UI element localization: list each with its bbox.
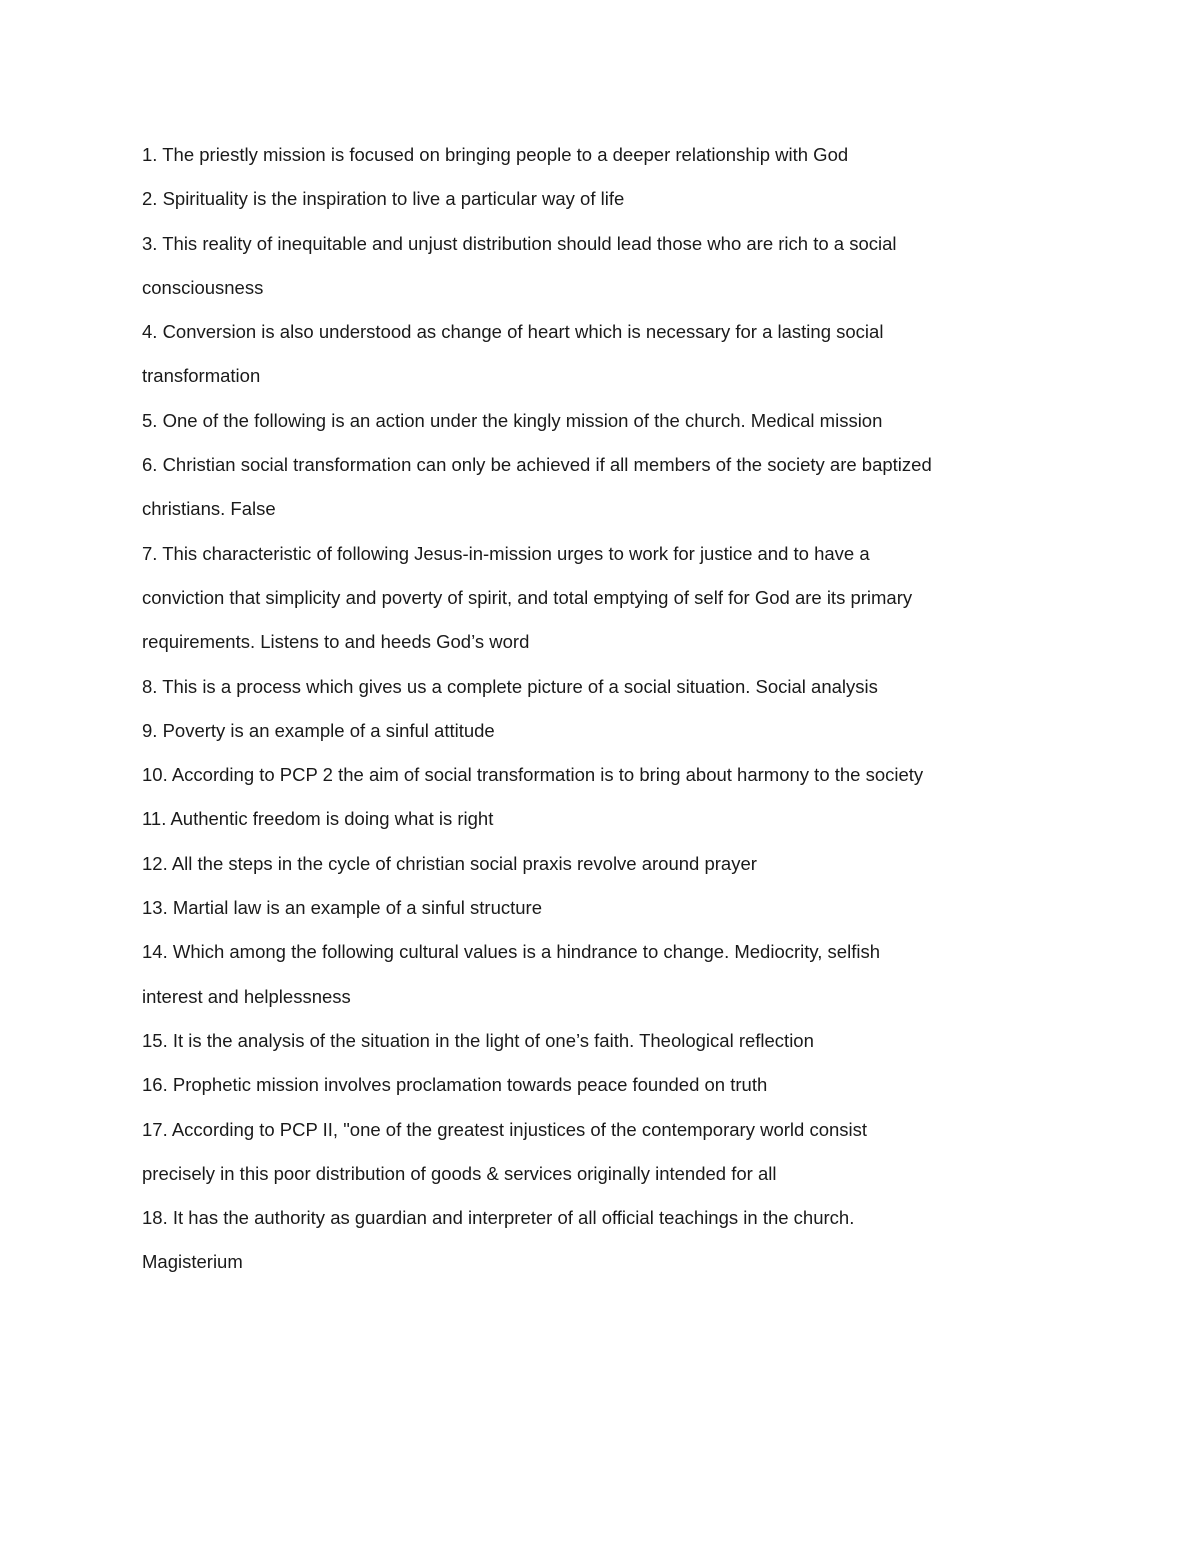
list-item: 5. One of the following is an action under the kingly mission of the church. Medical mission [142, 409, 883, 431]
list-item: 13. Martial law is an example of a sinful structure [142, 897, 542, 919]
list-item: 18. It has the authority as guardian and interpreter of all official teachings in the church. Magisterium [142, 1207, 855, 1273]
list-item: 1. The priestly mission is focused on bringing people to a deeper relationship with God [142, 144, 849, 165]
list-item: 16. Prophetic mission involves proclamation towards peace founded on truth [142, 1074, 768, 1096]
list-item: 11. Authentic freedom is doing what is right [142, 808, 494, 830]
list-item: 3. This reality of inequitable and unjust distribution should lead those who are rich to a social consciousness [142, 232, 897, 298]
list-item: 17. According to PCP II, "one of the greatest injustices of the contemporary world consist precisely in this poor distribution of goods & services originally intended for all [142, 1118, 868, 1184]
document-body [142, 133, 942, 1285]
list-item: 12. All the steps in the cycle of christian social praxis revolve around prayer [142, 852, 757, 874]
list-item: 8. This is a process which gives us a complete picture of a social situation. Social analysis [142, 675, 878, 697]
list-item: 10. According to PCP 2 the aim of social transformation is to bring about harmony to the society [142, 764, 924, 786]
list-item: 6. Christian social transformation can only be achieved if all members of the society are baptized christians. False [142, 454, 932, 520]
list-item: 7. This characteristic of following Jesus-in-mission urges to work for justice and to have a conviction that simplicity and poverty of spirit, and total emptying of self for God are its primary requirements. Listens to and heeds God’s word [142, 542, 913, 653]
list-item: 9. Poverty is an example of a sinful attitude [142, 719, 495, 741]
list-item: 4. Conversion is also understood as change of heart which is necessary for a lasting social transformation [142, 321, 884, 387]
list-item: 2. Spirituality is the inspiration to live a particular way of life [142, 188, 625, 210]
list-item: 15. It is the analysis of the situation in the light of one’s faith. Theological reflection [142, 1029, 814, 1051]
list-item: 14. Which among the following cultural values is a hindrance to change. Mediocrity, selfish interest and helplessness [142, 941, 880, 1007]
